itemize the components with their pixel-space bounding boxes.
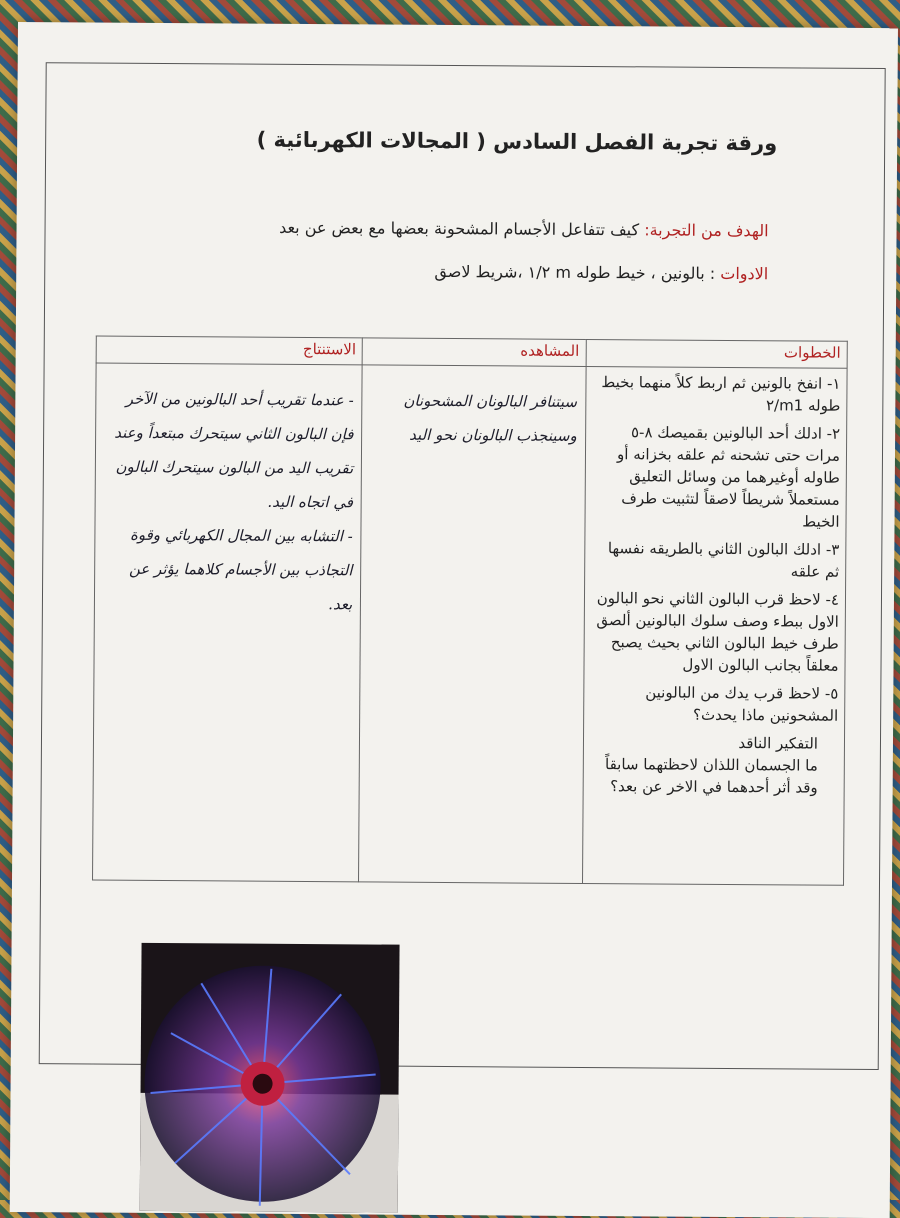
goal-text: كيف تتفاعل الأجسام المشحونة بعضها مع بعض عن بعد — [279, 217, 645, 240]
conclusion-cell — [93, 363, 363, 882]
observation-handwriting: سيتنافر البالونان المشحونان وسينجذب البالونان نحو اليد — [403, 391, 578, 445]
observation-cell — [359, 365, 586, 884]
experiment-table — [92, 336, 848, 886]
plasma-ball-photo — [140, 943, 400, 1213]
goal-label: الهدف من التجربة: — [644, 220, 769, 241]
tools-label: الادوات — [720, 263, 769, 284]
tools-line — [434, 262, 768, 283]
conclusion-item-1: - عندما تقريب أحد البالونين من الآخر فإن البالون الثاني سيتحرك مبتعداً وعند تقريب اليد من البالون سيتحرك البالون في اتجاه اليد. — [114, 389, 354, 512]
plasma-ball-image — [140, 943, 400, 1213]
table-body-row — [93, 363, 848, 885]
worksheet-title: ورقة تجربة الفصل السادس ( المجالات الكهربائية ) — [256, 127, 778, 156]
conclusion-header: الاستنتاج — [96, 336, 363, 365]
steps-cell — [582, 366, 847, 885]
critical-thinking-text: ما الجسمان اللذان لاحظتهما سابقاً وقد أثر أحدهما في الاخر عن بعد؟ — [604, 755, 818, 797]
tools-text: : بالونين ، خيط طوله m ١/٢ ،شريط لاصق — [434, 261, 721, 283]
critical-thinking-title: التفكير الناقد — [738, 734, 819, 753]
goal-line — [279, 218, 769, 240]
step-4: ٤- لاحظ قرب البالون الثاني نحو البالون الاول ببطء وصف سلوك البالونين ألصق طرف خيط البالون الثاني بحيث يصبح معلقاً بجانب البالون الاول — [596, 589, 840, 675]
worksheet-paper — [10, 22, 898, 1218]
conclusion-item-2: - التشابه بين المجال الكهربائي وقوة التجاذب بين الأجسام كلاهما يؤثر عن بعد. — [128, 525, 353, 614]
step-5: ٥- لاحظ قرب يدك من البالونين المشحونين ماذا يحدث؟ — [645, 683, 839, 725]
steps-header: الخطوات — [586, 339, 848, 368]
step-3: ٣- ادلك البالون الثاني بالطريقه نفسها ثم علقه — [607, 539, 840, 581]
step-1: ١- انفخ بالونين ثم اربط كلاً منهما بخيط طوله m1/٢ — [601, 373, 841, 415]
step-2: ٢- ادلك أحد البالونين بقميصك ٨-٥ مرات حتى تشحنه ثم علقه بخزانه أو طاوله أوغيرهما من وسائل التعليق مستعملاً شريطاً لاصقاً لتثبيت طرف الخيط — [616, 423, 841, 531]
observation-header: المشاهده — [362, 338, 585, 367]
